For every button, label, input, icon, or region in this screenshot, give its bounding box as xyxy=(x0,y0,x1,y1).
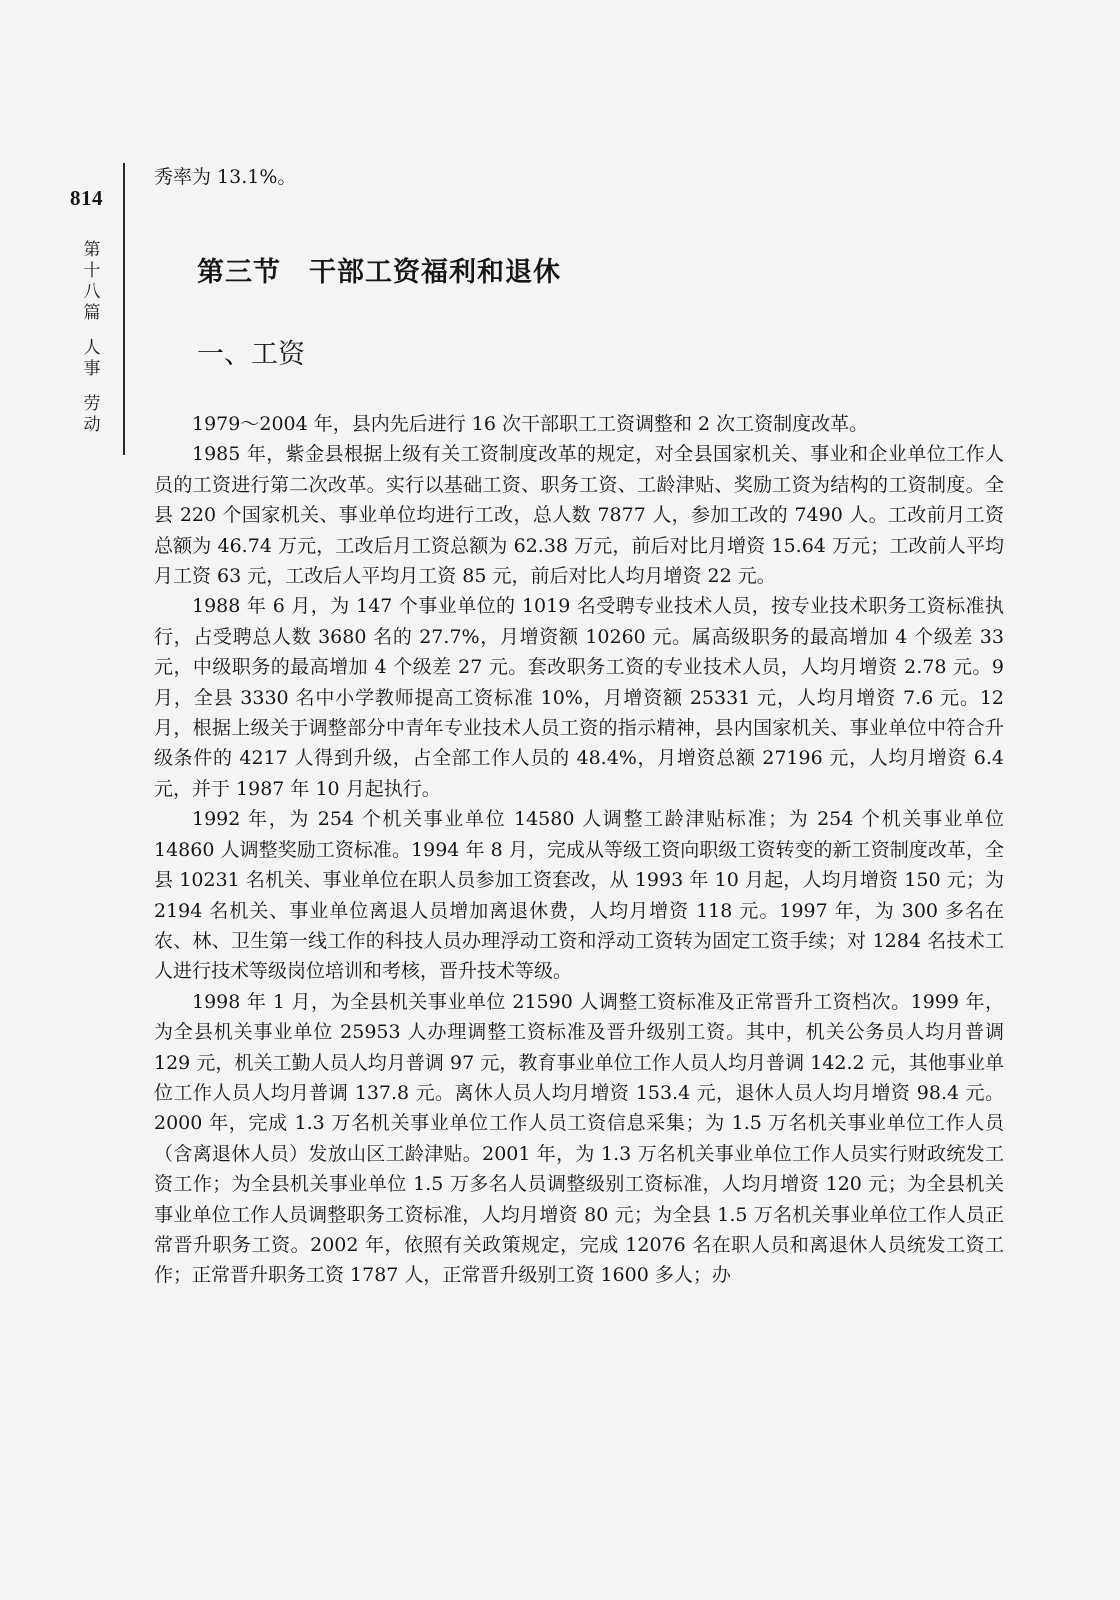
running-header-char: 动 xyxy=(83,415,101,435)
running-header-vertical xyxy=(79,240,105,436)
paragraph: 1992 年，为 254 个机关事业单位 14580 人调整工龄津贴标准；为 254 个机关事业单位 14860 人调整奖励工资标准。1994 年 8 月，完成从等级工资向职级工资转变的新工资制度改革，全县 10231 名机关、事业单位在职人员参加工资套改，从 1993 年 10 月起，人均月增资 150 元；为 2194 名机关、事业单位离退人员增加离退休费，人均月增资 118 元。1997 年，为 300 多名在农、林、卫生第一线工作的科技人员办理浮动工资和浮动工资转为固定工资手续；对 1284 名技术工人进行技术等级岗位培训和考核，晋升技术等级。 xyxy=(154,808,1004,983)
running-header-char: 十 xyxy=(83,261,101,281)
subsection-title: 一、工资 xyxy=(197,339,305,370)
running-header-gap xyxy=(79,324,105,338)
paragraph: 1985 年，紫金县根据上级有关工资制度改革的规定，对全县国家机关、事业和企业单位工作人员的工资进行第二次改革。实行以基础工资、职务工资、工龄津贴、奖励工资为结构的工资制度。全县 220 个国家机关、事业单位均进行工改，总人数 7877 人，参加工改的 7490 人。工改前月工资总额为 46.74 万元，工改后月工资总额为 62.38 万元，前后对比月增资 15.64 万元；工改前人平均月工资 63 元，工改后人平均月工资 85 元，前后对比人均月增资 22 元。 xyxy=(154,443,1004,588)
section-title: 第三节 干部工资福利和退休 xyxy=(197,257,561,288)
running-header-char: 事 xyxy=(83,359,101,379)
running-header-gap xyxy=(79,380,105,394)
running-header-char: 人 xyxy=(83,338,101,358)
continued-text: 秀率为 13.1%。 xyxy=(154,166,297,188)
body-text xyxy=(154,409,1004,1291)
page-number: 814 xyxy=(70,186,103,210)
page-content xyxy=(154,162,1004,1291)
running-header-char: 第 xyxy=(83,240,101,260)
running-header-char: 篇 xyxy=(83,303,101,323)
running-header-char: 八 xyxy=(83,282,101,302)
paragraph: 1979～2004 年，县内先后进行 16 次干部职工工资调整和 2 次工资制度改革。 xyxy=(192,413,869,435)
running-header-char: 劳 xyxy=(83,394,101,414)
margin-rule xyxy=(123,163,125,455)
paragraph: 1988 年 6 月，为 147 个事业单位的 1019 名受聘专业技术人员，按专业技术职务工资标准执行，占受聘总人数 3680 名的 27.7%，月增资额 10260 元。属高级职务的最高增加 4 个级差 33 元，中级职务的最高增加 4 个级差 27 元。套改职务工资的专业技术人员，人均月增资 2.78 元。9 月，全县 3330 名中小学教师提高工资标准 10%，月增资额 25331 元，人均月增资 7.6 元。12 月，根据上级关于调整部分中青年专业技术人员工资的指示精神，县内国家机关、事业单位中符合升级条件的 4217 人得到升级，占全部工作人员的 48.4%，月增资总额 27196 元，人均月增资 6.4 元，并于 1987 年 10 月起执行。 xyxy=(154,595,1004,800)
paragraph: 1998 年 1 月，为全县机关事业单位 21590 人调整工资标准及正常晋升工资档次。1999 年，为全县机关事业单位 25953 人办理调整工资标准及晋升级别工资。其中，机关公务员人均月普调 129 元，机关工勤人员人均月普调 97 元，教育事业单位工作人员人均月普调 142.2 元，其他事业单位工作人员人均月普调 137.8 元。离休人员人均月增资 153.4 元，退休人员人均月增资 98.4 元。2000 年，完成 1.3 万名机关事业单位工作人员工资信息采集；为 1.5 万名机关事业单位工作人员（含离退休人员）发放山区工龄津贴。2001 年，为 1.3 万名机关事业单位工作人员实行财政统发工资工作；为全县机关事业单位 1.5 万多名人员调整级别工资标准，人均月增资 120 元；为全县机关事业单位工作人员调整职务工资标准，人均月增资 80 元；为全县 1.5 万名机关事业单位工作人员正常晋升职务工资。2002 年，依照有关政策规定，完成 12076 名在职人员和离退休人员统发工资工作；正常晋升职务工资 1787 人，正常晋升级别工资 1600 多人；办 xyxy=(154,990,1004,1287)
